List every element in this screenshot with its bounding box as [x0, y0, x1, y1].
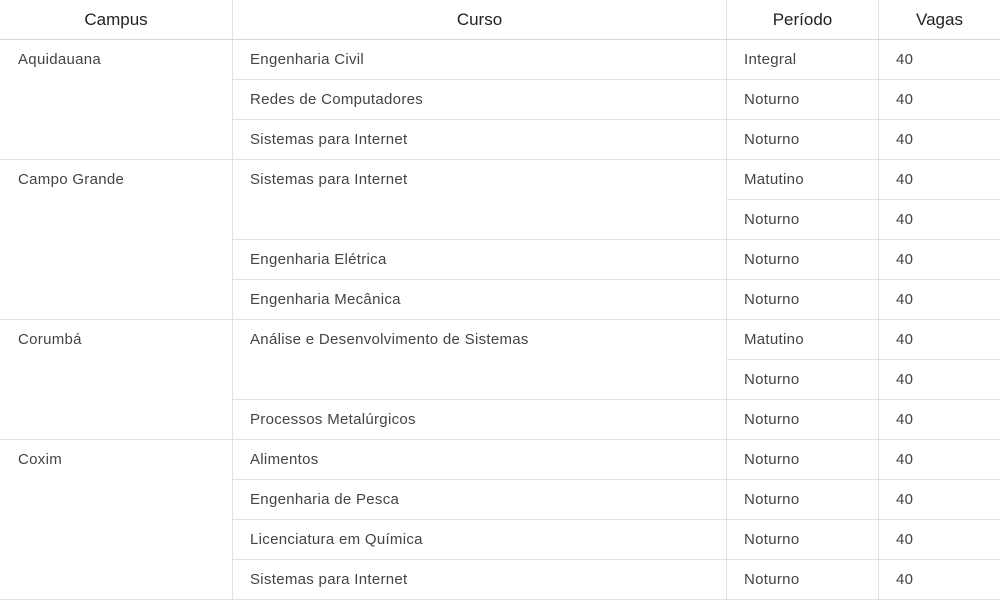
vagas-cell: 40 — [879, 240, 1000, 280]
table-row — [0, 440, 1000, 480]
vagas-cell: 40 — [879, 320, 1000, 360]
campus-cell: Coxim — [0, 440, 233, 600]
vagas-cell: 40 — [879, 360, 1000, 400]
vagas-cell: 40 — [879, 160, 1000, 200]
periodo-cell: Noturno — [727, 280, 879, 320]
vagas-cell: 40 — [879, 40, 1000, 80]
vagas-cell: 40 — [879, 400, 1000, 440]
curso-cell: Sistemas para Internet — [233, 120, 727, 160]
periodo-cell: Noturno — [727, 560, 879, 600]
periodo-cell: Noturno — [727, 400, 879, 440]
periodo-cell: Matutino — [727, 320, 879, 360]
periodo-cell: Noturno — [727, 240, 879, 280]
vagas-cell: 40 — [879, 280, 1000, 320]
periodo-cell: Noturno — [727, 360, 879, 400]
curso-cell: Engenharia de Pesca — [233, 480, 727, 520]
curso-cell: Alimentos — [233, 440, 727, 480]
vagas-cell: 40 — [879, 200, 1000, 240]
curso-cell: Processos Metalúrgicos — [233, 400, 727, 440]
curso-cell: Engenharia Mecânica — [233, 280, 727, 320]
vagas-cell: 40 — [879, 480, 1000, 520]
curso-cell: Engenharia Elétrica — [233, 240, 727, 280]
periodo-cell: Matutino — [727, 160, 879, 200]
periodo-cell: Noturno — [727, 200, 879, 240]
vagas-cell: 40 — [879, 560, 1000, 600]
curso-cell: Engenharia Civil — [233, 40, 727, 80]
header-campus: Campus — [0, 0, 233, 40]
curso-cell: Redes de Computadores — [233, 80, 727, 120]
periodo-cell: Noturno — [727, 520, 879, 560]
header-curso: Curso — [233, 0, 727, 40]
campus-cell: Aquidauana — [0, 40, 233, 160]
table-header — [0, 0, 1000, 40]
table-row — [0, 160, 1000, 200]
table-row — [0, 40, 1000, 80]
vagas-cell: 40 — [879, 440, 1000, 480]
periodo-cell: Noturno — [727, 440, 879, 480]
periodo-cell: Integral — [727, 40, 879, 80]
campus-cell: Corumbá — [0, 320, 233, 440]
header-vagas: Vagas — [879, 0, 1000, 40]
periodo-cell: Noturno — [727, 120, 879, 160]
periodo-cell: Noturno — [727, 480, 879, 520]
table-body — [0, 40, 1000, 600]
vagas-cell: 40 — [879, 120, 1000, 160]
header-periodo: Período — [727, 0, 879, 40]
curso-cell: Sistemas para Internet — [233, 160, 727, 240]
curso-cell: Sistemas para Internet — [233, 560, 727, 600]
vagas-cell: 40 — [879, 520, 1000, 560]
vagas-cell: 40 — [879, 80, 1000, 120]
campus-cell: Campo Grande — [0, 160, 233, 320]
curso-cell: Licenciatura em Química — [233, 520, 727, 560]
periodo-cell: Noturno — [727, 80, 879, 120]
header-row — [0, 0, 1000, 40]
table-row — [0, 320, 1000, 360]
curso-cell: Análise e Desenvolvimento de Sistemas — [233, 320, 727, 400]
